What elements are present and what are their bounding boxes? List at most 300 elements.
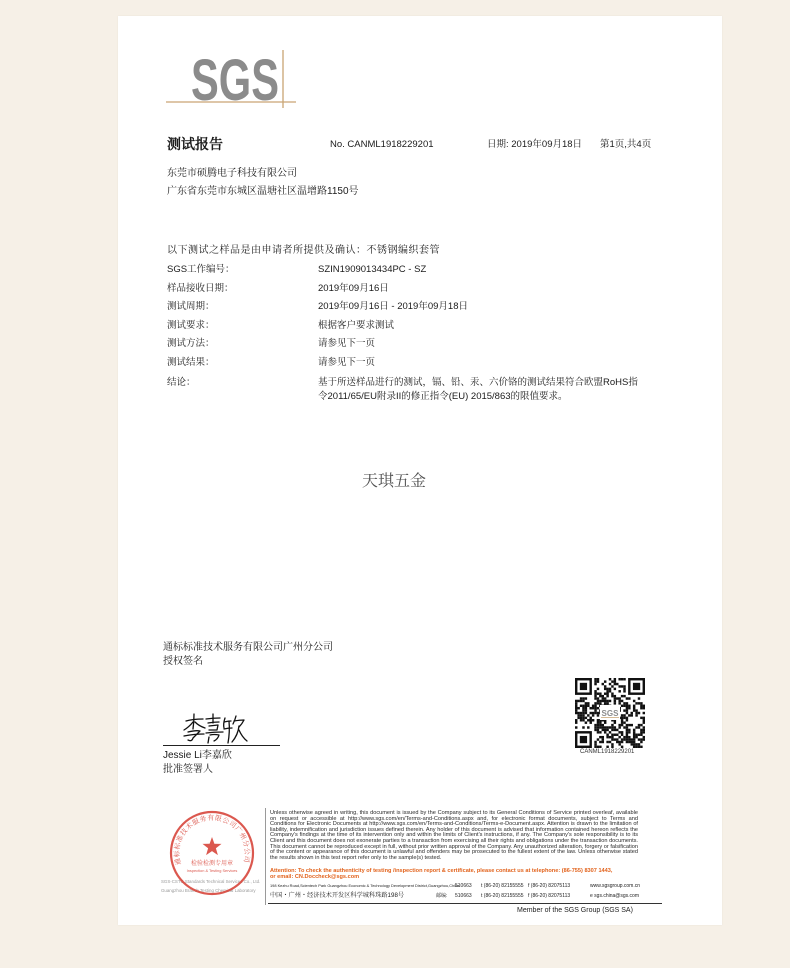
qr-module [616,683,618,685]
qr-module [611,695,613,697]
signatory-role: 批准签署人 [163,764,213,775]
qr-module [643,731,645,733]
qr-module [626,719,628,721]
qr-module [611,734,613,736]
qr-module [643,707,645,709]
qr-module [635,726,637,728]
qr-module [631,738,633,740]
qr-module [638,724,640,726]
qr-module [582,705,584,707]
field-label-test-method: 测试方法： [167,338,215,349]
qr-module [643,719,645,721]
qr-module [604,726,606,728]
qr-module [597,688,599,690]
qr-module [602,738,604,740]
qr-module [602,741,604,743]
qr-module [604,729,606,731]
qr-module [606,736,608,738]
qr-module [594,712,596,714]
qr-module [633,746,635,748]
footer-tel-cn: t (86-20) 82155555 [481,893,524,899]
qr-module [599,695,601,697]
qr-module [589,707,591,709]
qr-module [597,702,599,704]
qr-module [623,705,625,707]
qr-module [640,734,642,736]
field-value-receipt-date: 2019年09月16日 [318,283,389,294]
qr-module [582,726,584,728]
qr-module [635,712,637,714]
qr-module [621,700,623,702]
qr-module [638,734,640,736]
qr-module [585,712,587,714]
qr-module [582,697,584,699]
qr-module [633,707,635,709]
stamp-company-line-2: Guangzhou Branch Testing Chemical Laboratory [161,888,256,893]
handwritten-signature [178,706,250,746]
qr-module [592,707,594,709]
qr-module [594,683,596,685]
qr-module [575,712,577,714]
qr-module [580,712,582,714]
qr-module [640,702,642,704]
qr-module [606,692,608,694]
qr-module [589,721,591,723]
qr-module [618,741,620,743]
qr-module [640,724,642,726]
qr-module [633,734,635,736]
conclusion-label: 结论： [167,377,196,388]
qr-module [580,697,582,699]
qr-module [614,721,616,723]
qr-module [616,734,618,736]
qr-module [604,700,606,702]
qr-module [575,705,577,707]
signature-line [163,745,280,746]
qr-module [633,736,635,738]
qr-module [635,709,637,711]
qr-module [635,714,637,716]
qr-module [606,688,608,690]
qr-module [631,741,633,743]
qr-module [640,717,642,719]
qr-module [640,729,642,731]
qr-module [635,736,637,738]
signatory-name: Jessie Li李嘉欣 [163,750,232,761]
qr-module [606,746,608,748]
qr-module [577,712,579,714]
qr-module [640,705,642,707]
qr-module [614,683,616,685]
qr-module [602,683,604,685]
qr-module [638,697,640,699]
qr-module [614,688,616,690]
qr-module [575,719,577,721]
qr-module [621,695,623,697]
qr-module [582,719,584,721]
qr-module [638,726,640,728]
field-value-test-period: 2019年09月16日 - 2019年09月18日 [318,301,468,312]
qr-module [587,726,589,728]
qr-module [575,721,577,723]
qr-module [643,721,645,723]
qr-module [580,717,582,719]
qr-module [621,719,623,721]
qr-module [623,690,625,692]
qr-module [585,721,587,723]
field-label-receipt-date: 样品接收日期： [167,283,234,294]
qr-module [640,746,642,748]
watermark-text: 天琪五金 [362,473,427,490]
qr-module [626,729,628,731]
qr-module [597,719,599,721]
qr-module [623,736,625,738]
qr-module [597,700,599,702]
qr-module [626,731,628,733]
qr-module [599,721,601,723]
footer-tel: t (86-20) 82155555 [481,883,524,889]
qr-module [618,726,620,728]
qr-module [633,709,635,711]
qr-module [618,690,620,692]
qr-module [631,743,633,745]
signatory-caption: 授权签名 [163,656,203,667]
footer-website: www.sgsgroup.com.cn [590,883,641,889]
qr-module [602,736,604,738]
qr-module [633,738,635,740]
qr-module [602,729,604,731]
qr-module [597,721,599,723]
qr-module [597,692,599,694]
qr-module [592,705,594,707]
qr-module [628,724,630,726]
qr-module [604,702,606,704]
qr-module [616,738,618,740]
qr-module [606,695,608,697]
qr-module [597,724,599,726]
qr-module [626,707,628,709]
qr-module [582,717,584,719]
report-number: No. CANML1918229201 [330,139,434,150]
qr-module [628,738,630,740]
qr-module [594,680,596,682]
qr-module [618,678,620,680]
sgs-logo-text: SGS [191,48,279,113]
qr-module [621,714,623,716]
field-label-test-requirement: 测试要求： [167,320,215,331]
footer-attention-line-2: or email: CN.Doccheck@sgs.com [270,874,360,880]
qr-module [594,705,596,707]
qr-module [614,702,616,704]
qr-module [640,741,642,743]
qr-module [621,724,623,726]
qr-module [628,729,630,731]
client-address: 广东省东莞市东城区温塘社区温增路1150号 [167,186,359,197]
qr-module [631,712,633,714]
qr-finder-inner [580,683,587,690]
footer-member-text: Member of the SGS Group (SGS SA) [517,907,633,914]
qr-module [597,731,599,733]
field-label-test-result: 测试结果： [167,357,215,368]
qr-module [638,746,640,748]
qr-module [631,714,633,716]
qr-module [606,741,608,743]
qr-module [594,724,596,726]
qr-module [594,692,596,694]
field-value-test-requirement: 根据客户要求测试 [318,320,395,331]
qr-module [614,678,616,680]
seal-ring [171,812,253,894]
qr-module [582,709,584,711]
qr-module [604,731,606,733]
qr-module [597,714,599,716]
qr-module [582,714,584,716]
qr-module [633,731,635,733]
qr-module [609,741,611,743]
qr-module [614,680,616,682]
qr-module [611,736,613,738]
qr-module [585,717,587,719]
field-label-test-period: 测试周期： [167,301,215,312]
qr-module [599,746,601,748]
qr-module [594,726,596,728]
qr-module [609,700,611,702]
qr-module [618,736,620,738]
qr-module [623,714,625,716]
qr-module [635,746,637,748]
field-label-job-number: SGS工作编号： [167,264,235,275]
qr-module [614,734,616,736]
qr-module [626,697,628,699]
qr-module [599,724,601,726]
qr-module [599,702,601,704]
qr-module [602,726,604,728]
qr-module [633,700,635,702]
sample-statement: 以下测试之样品是由申请者所提供及确认：不锈钢编织套管 [167,245,440,256]
qr-module [633,705,635,707]
qr-module [611,724,613,726]
qr-module [611,685,613,687]
field-value-job-number: SZIN1909013434PC - SZ [318,264,427,275]
qr-module [611,726,613,728]
qr-module [611,729,613,731]
qr-caption: CANML1918229201 [580,749,635,755]
qr-module [597,712,599,714]
qr-module [611,743,613,745]
qr-module [638,712,640,714]
qr-module [597,678,599,680]
qr-module [580,719,582,721]
qr-module [628,705,630,707]
qr-module [575,702,577,704]
seal-center-text: 检验检测专用章 [190,860,234,867]
qr-module [577,717,579,719]
footer-attention-line-1: Attention: To check the authenticity of testing /inspection report & certificate, please contact us at telephone: (86-755) 8307 1443, [270,868,613,874]
inspection-seal [166,807,258,899]
qr-module [643,712,645,714]
conclusion-line-1: 基于所送样品进行的测试，镉、铅、汞、六价铬的测试结果符合欧盟RoHS指 [318,377,638,388]
qr-module [585,705,587,707]
conclusion-line-2: 令2011/65/EU附录II的修正指令(EU) 2015/863的限值要求。 [318,391,568,402]
qr-module [587,702,589,704]
footer-email: e sgs.china@sgs.com [590,893,639,899]
sgs-logo [160,45,305,113]
qr-module [614,695,616,697]
qr-module [643,705,645,707]
qr-module [623,721,625,723]
qr-module [635,743,637,745]
qr-module [616,741,618,743]
qr-module [589,717,591,719]
qr-module [602,724,604,726]
qr-module [597,697,599,699]
qr-module [597,726,599,728]
qr-module [628,697,630,699]
qr-module [604,697,606,699]
signatory-company: 通标标准技术服务有限公司广州分公司 [163,642,333,653]
report-sheet [118,16,722,925]
qr-module [643,729,645,731]
report-title: 测试报告 [167,136,223,152]
qr-module [618,702,620,704]
seal-star-icon [203,837,222,855]
qr-module [618,700,620,702]
qr-module [606,702,608,704]
qr-module [594,741,596,743]
qr-module [623,678,625,680]
qr-module [585,697,587,699]
footer-zip: 510663 [455,883,472,889]
client-name: 东莞市硕腾电子科技有限公司 [167,168,297,179]
qr-module [626,734,628,736]
qr-module [580,705,582,707]
qr-module [606,700,608,702]
qr-module [638,702,640,704]
qr-module [594,697,596,699]
qr-module [626,717,628,719]
qr-module [640,738,642,740]
qr-module [582,700,584,702]
qr-module [609,683,611,685]
qr-module [618,743,620,745]
qr-module [594,709,596,711]
qr-module [621,731,623,733]
qr-module [587,705,589,707]
qr-module [575,700,577,702]
qr-module [621,734,623,736]
stamp-company-line-1: SGS-CSTC Standards Technical Services Co., Ltd. [161,879,261,884]
footer-bottom-rule [268,903,662,904]
report-date: 日期: 2019年09月18日 [487,139,583,150]
qr-module [594,743,596,745]
qr-module [638,738,640,740]
qr-module [626,726,628,728]
qr-module [626,724,628,726]
page-indicator: 第1页,共4页 [600,139,652,150]
qr-module [633,743,635,745]
qr-module [633,729,635,731]
qr-module [628,707,630,709]
qr-module [582,707,584,709]
footer-zip-cn: 510663 [455,893,472,899]
qr-module [602,697,604,699]
qr-module [594,746,596,748]
qr-module [635,734,637,736]
qr-module [594,690,596,692]
qr-module [594,678,596,680]
qr-module [618,697,620,699]
qr-module [592,719,594,721]
qr-module [580,700,582,702]
qr-module [626,709,628,711]
qr-module [623,685,625,687]
qr-module [594,729,596,731]
qr-module [609,678,611,680]
qr-module [597,746,599,748]
qr-module [638,743,640,745]
qr-module [609,726,611,728]
footer-fax: f (86-20) 82075113 [528,883,571,889]
qr-module [599,700,601,702]
qr-module [599,726,601,728]
footer-divider [265,808,266,905]
qr-module [577,707,579,709]
qr-module [594,707,596,709]
qr-module [623,688,625,690]
qr-module [626,705,628,707]
qr-module [606,734,608,736]
qr-module [606,726,608,728]
qr-module [589,712,591,714]
qr-module [594,695,596,697]
qr-module [575,709,577,711]
qr-module [611,746,613,748]
qr-module [623,709,625,711]
qr-module [635,702,637,704]
qr-module [643,726,645,728]
qr-module [621,678,623,680]
qr-module [628,731,630,733]
qr-module [587,714,589,716]
qr-module [606,729,608,731]
qr-module [585,709,587,711]
qr-module [623,738,625,740]
qr-module [599,731,601,733]
qr-module [604,685,606,687]
qr-module [604,692,606,694]
qr-module [575,726,577,728]
qr-module [633,741,635,743]
qr-module [592,714,594,716]
footer-address-en: 198 Kezhu Road,Scientech Park Guangzhou Economic & Technology Development District,Guangzhou,China [270,883,460,888]
qr-finder-inner [580,736,587,743]
qr-module [621,721,623,723]
qr-module [599,741,601,743]
qr-module [609,731,611,733]
qr-module [604,721,606,723]
footer-fax-cn: f (86-20) 82075113 [528,893,571,899]
qr-module [621,741,623,743]
qr-module [621,746,623,748]
qr-module [623,695,625,697]
qr-module [626,738,628,740]
field-value-test-method: 请参见下一页 [318,338,376,349]
qr-module [643,736,645,738]
qr-module [611,738,613,740]
qr-module [623,717,625,719]
qr-module [614,726,616,728]
qr-module [618,731,620,733]
